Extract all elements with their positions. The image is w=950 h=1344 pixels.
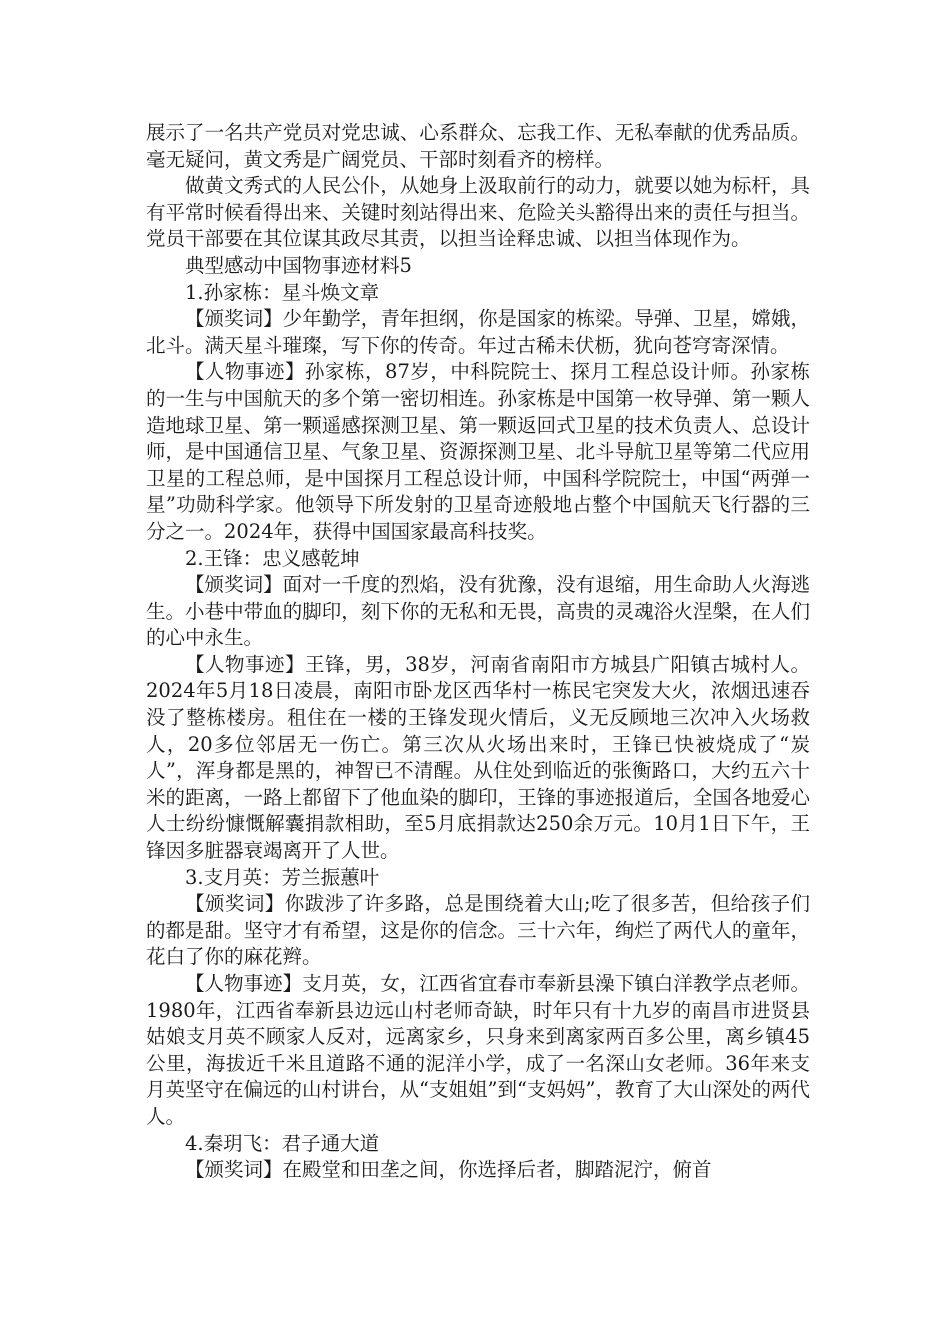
paragraph: 展示了一名共产党员对党忠诚、心系群众、忘我工作、无私奉献的优秀品质。毫无疑问，黄文秀是广阔党员、干部时刻看齐的榜样。 [146, 121, 810, 171]
award-citation: 【颁奖词】在殿堂和田垄之间，你选择后者，脚踏泥泞，俯首 [185, 1158, 712, 1182]
person-heading: 3.支月英：芳兰振蕙叶 [185, 865, 380, 889]
person-story: 【人物事迹】王锋，男，38岁，河南省南阳市方城县广阳镇古城村人。2024年5月18日凌晨，南阳市卧龙区西华村一栋民宅突发大火，浓烟迅速吞没了整栋楼房。租住在一楼的王锋发现火情后，义无反顾地三次冲入火场救人，20多位邻居无一伤亡。第三次从火场出来时，王锋已快被烧成了“炭人”，浑身都是黑的，神智已不清醒。从住处到临近的张衡路口，大约五六十米的距离，一路上都留下了他血染的脚印，王锋的事迹报道后，全国各地爱心人士纷纷慷慨解囊捐款相助，至5月底捐款达250余万元。10月1日下午，王锋因多脏器衰竭离开了人世。 [146, 652, 810, 863]
section-title: 典型感动中国物事迹材料5 [185, 253, 412, 277]
person-story: 【人物事迹】孙家栋，87岁，中科院院士、探月工程总设计师。孙家栋的一生与中国航天的多个第一密切相连。孙家栋是中国第一枚导弹、第一颗人造地球卫星、第一颗遥感探测卫星、第一颗返回式卫星的技术负责人、总设计师，是中国通信卫星、气象卫星、资源探测卫星、北斗导航卫星等第二代应用卫星的工程总师，是中国探月工程总设计师，中国科学院院士，中国“两弹一星”功勋科学家。他领导下所发射的卫星奇迹般地占整个中国航天飞行器的三分之一。2024年，获得中国国家最高科技奖。 [146, 360, 810, 543]
award-citation: 【颁奖词】你跋涉了许多路，总是围绕着大山;吃了很多苦，但给孩子们的都是甜。坚守才有希望，这是你的信念。三十六年，绚烂了两代人的童年，花白了你的麻花辫。 [146, 892, 810, 969]
person-heading: 1.孙家栋：星斗焕文章 [185, 280, 380, 304]
paragraph: 做黄文秀式的人民公仆，从她身上汲取前行的动力，就要以她为标杆，具有平常时候看得出来、关键时刻站得出来、危险关头豁得出来的责任与担当。党员干部要在其位谋其政尽其责，以担当诠释忠诚、以担当体现作为。 [146, 174, 810, 251]
award-citation: 【颁奖词】面对一千度的烈焰，没有犹豫，没有退缩，用生命助人火海逃生。小巷中带血的脚印，刻下你的无私和无畏，高贵的灵魂浴火涅槃，在人们的心中永生。 [146, 573, 810, 650]
person-story: 【人物事迹】支月英，女，江西省宜春市奉新县澡下镇白洋教学点老师。1980年，江西省奉新县边远山村老师奇缺，时年只有十九岁的南昌市进贤县姑娘支月英不顾家人反对，远离家乡，只身来到离家两百多公里，离乡镇45公里，海拔近千米且道路不通的泥洋小学，成了一名深山女老师。36年来支月英坚守在偏远的山村讲台，从“支姐姐”到“支妈妈”，教育了大山深处的两代人。 [146, 972, 810, 1128]
person-heading: 4.秦玥飞：君子通大道 [185, 1131, 380, 1155]
person-heading: 2.王锋：忠义感乾坤 [185, 546, 360, 570]
award-citation: 【颁奖词】少年勤学，青年担纲，你是国家的栋梁。导弹、卫星，嫦娥，北斗。满天星斗璀璨，写下你的传奇。年过古稀未伏枥，犹向苍穹寄深情。 [146, 307, 810, 357]
document-body [146, 120, 810, 1184]
